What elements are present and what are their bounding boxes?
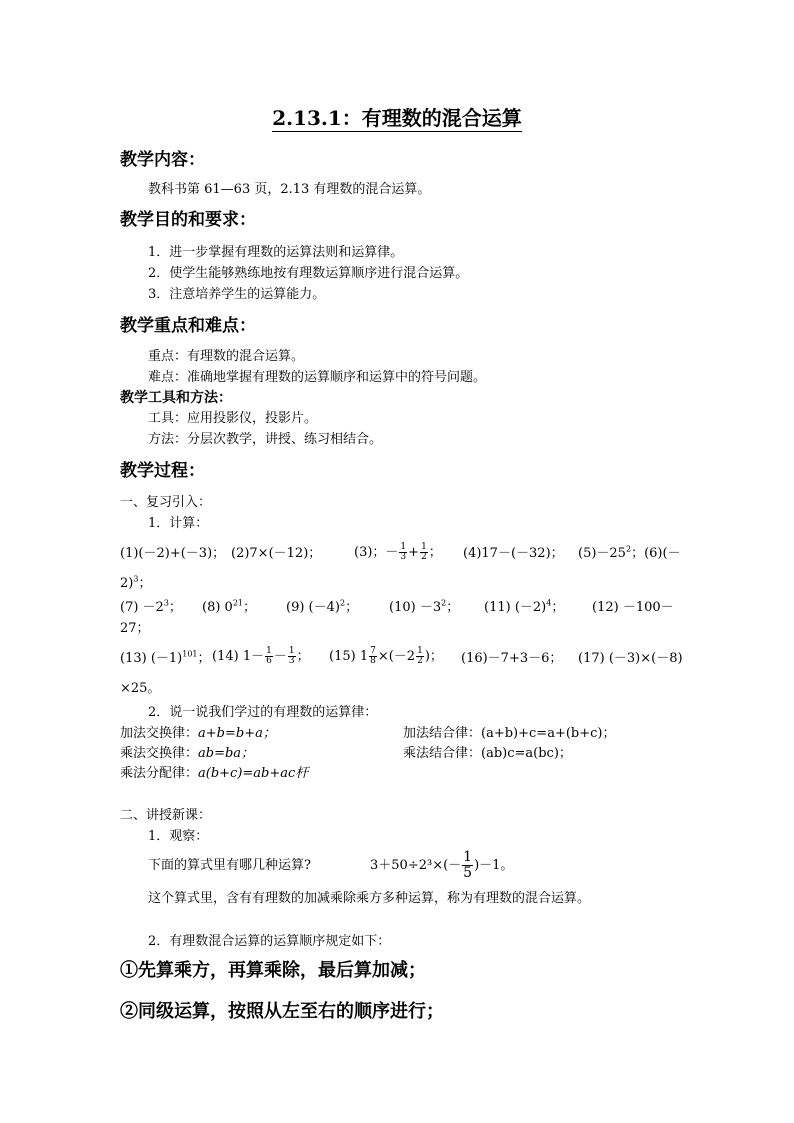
heading-process: 教学过程：: [120, 461, 205, 481]
exercise-6-cont: 2)$^3$；: [120, 574, 152, 591]
exercise-17-cont: ×25。: [120, 681, 161, 696]
law-add-commutative: 加法交换律：a+b=b+a；: [120, 726, 276, 741]
exercise-1: (1)(－2)+(－3)；: [120, 546, 226, 561]
review-item1: 1．计算：: [148, 516, 209, 531]
exercise-9: (9) $(-4)^2$；: [286, 598, 359, 615]
observe-expression: 3＋50÷2³×(－ $\frac{1}{5}$ )－1。: [370, 849, 514, 881]
rule-2: ②同级运算，按照从左至右的顺序进行；: [120, 1001, 444, 1022]
rule-1: ①先算乘方，再算乘除，最后算加减；: [120, 960, 426, 981]
exercise-8: (8) $0^{21}$；: [202, 598, 257, 615]
exercise-2: (2)7×(－12)；: [231, 546, 322, 561]
exercise-10: $(10) -3^2$；: [389, 598, 460, 615]
goal-item: 3．注意培养学生的运算能力。: [148, 287, 326, 302]
goal-item: 1．进一步掌握有理数的运算法则和运算律。: [148, 245, 404, 260]
heading-keypoints: 教学重点和难点：: [120, 316, 256, 336]
observe-explanation: 这个算式里，含有有理数的加减乘除乘方多种运算，称为有理数的混合运算。: [148, 891, 591, 906]
exercise-5-6: $(5)-25^2$；(6)(－: [578, 544, 681, 561]
law-add-associative: 加法结合律：(a+b)+c=a+(b+c)；: [403, 726, 616, 741]
tools-item: 工具：应用投影仪，投影片。: [148, 411, 318, 426]
tools-item: 方法：分层次教学，讲授、练习相结合。: [148, 432, 383, 447]
heading-goals: 教学目的和要求：: [120, 210, 256, 230]
keypoint-item: 难点：准确地掌握有理数的运算顺序和运算中的符号问题。: [148, 370, 487, 385]
exercise-4: (4)17－(－32)；: [463, 546, 564, 561]
law-mul-commutative: 乘法交换律：ab=ba；: [120, 746, 255, 761]
law-distributive: 乘法分配律：a(b+c)=ab+ac杆: [120, 766, 309, 781]
exercise-17: (17) (－3)×(－8): [578, 651, 683, 666]
review-item2: 2．说一说我们学过的有理数的运算律：: [148, 705, 378, 720]
exercise-11: (11) $(-2)^4$；: [484, 598, 565, 615]
exercise-3: (3)；－ $\frac{1}{3}$ + $\frac{1}{2}$ ；: [354, 542, 442, 562]
exercise-12: (12) －100－: [592, 600, 674, 615]
exercise-15: (15) 1 $\frac{7}{8}$ ×(－2 $\frac{1}{2}$ )；: [329, 646, 443, 666]
goal-item: 2．使学生能够熟练地按有理数运算顺序进行混合运算。: [148, 266, 469, 281]
exercise-14: (14) 1－ $\frac{1}{6}$ － $\frac{1}{3}$ ；: [212, 646, 310, 666]
new-lesson-item2: 2．有理数混合运算的运算顺序规定如下：: [148, 934, 391, 949]
observe-question: 下面的算式里有哪几种运算?: [148, 858, 311, 873]
review-heading: 一、复习引入：: [120, 495, 212, 510]
page-title: 2.13.1：有理数的混合运算: [272, 106, 522, 130]
exercise-12-cont: 27；: [120, 621, 150, 636]
exercise-7: $(7) -2^3$；: [120, 598, 182, 615]
content-text: 教科书第 61—63 页，2.13 有理数的混合运算。: [148, 182, 431, 197]
exercise-13: (13) $(-1)^{101}$；: [120, 649, 211, 666]
law-mul-associative: 乘法结合律：(ab)c=a(bc)；: [403, 746, 572, 761]
new-lesson-heading: 二、讲授新课：: [120, 808, 212, 823]
heading-tools: 教学工具和方法：: [120, 390, 232, 406]
heading-content: 教学内容：: [120, 150, 205, 170]
new-lesson-item1: 1．观察：: [148, 829, 209, 844]
keypoint-item: 重点：有理数的混合运算。: [148, 349, 305, 364]
exercise-16: (16)－7+3－6；: [461, 651, 563, 666]
